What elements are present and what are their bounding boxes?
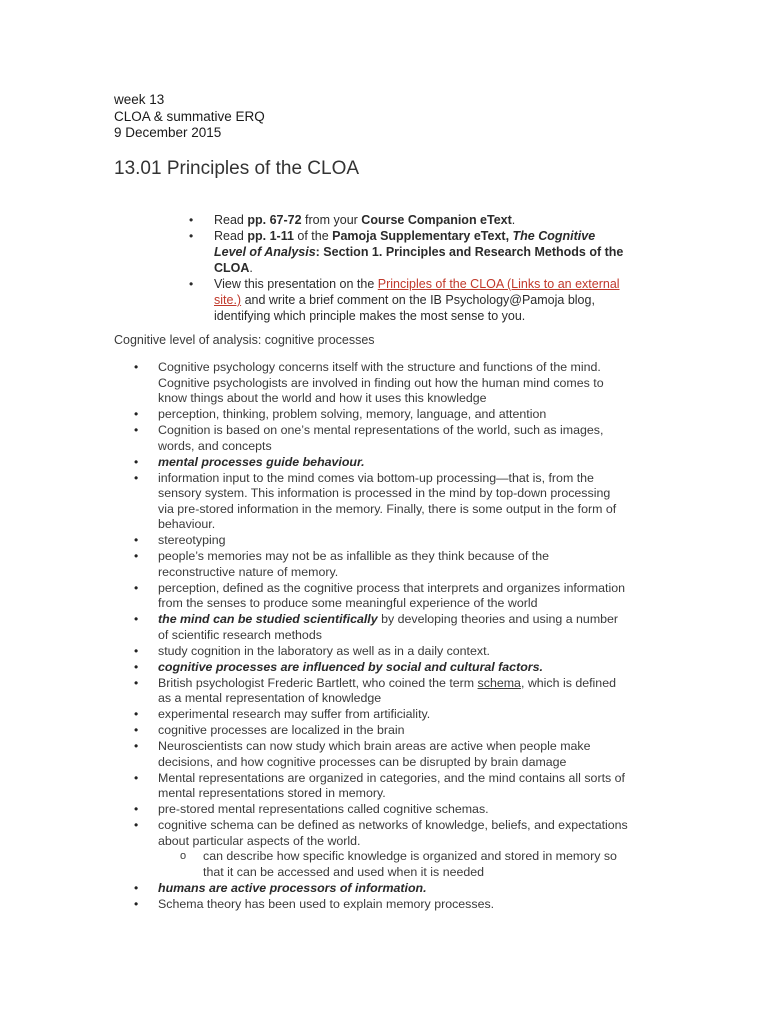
note-item [134,818,629,880]
bullet-icon: • [134,407,139,421]
source-title: Course Companion eText [361,213,512,227]
topic-label: CLOA & summative ERQ [114,108,265,124]
text: View this presentation on the [214,277,378,291]
note-text: Cognitive psychology concerns itself with the structure and functions of the mind. Cognitive psychologists are involved in finding out how the human mind comes to know things about the world and how it uses this knowledge [158,360,604,405]
source-title: Pamoja Supplementary eText, [332,229,513,243]
note-item [134,881,629,897]
bullet-icon: • [134,423,139,437]
note-item [134,897,629,913]
bullet-icon: • [134,707,139,721]
presentation-link[interactable]: Principles of the CLOA (Links to an external site.) [214,277,620,307]
note-text: stereotyping [158,533,226,547]
section-title: 13.01 Principles of the CLOA [114,158,360,179]
note-item [134,360,629,407]
note-text: perception, defined as the cognitive process that interprets and organizes information from the senses to produce some meaningful experience of the world [158,580,625,610]
bullet-icon: • [134,739,139,753]
reading-assignment-list [189,212,629,324]
note-item [134,407,629,423]
text: Read [214,213,248,227]
note-text: Mental representations are organized in categories, and the mind contains all sorts of mental representations stored in memory. [158,770,625,800]
principle-text: humans are active processors of information. [158,880,427,895]
note-text: pre-stored mental representations called cognitive schemas. [158,802,489,816]
text: . [511,213,516,227]
bullet-icon: • [134,643,139,658]
note-text: cognitive processes are localized in the brain [158,723,405,737]
note-text: study cognition in the laboratory as well as in a daily context. [158,643,490,658]
bullet-icon: • [134,580,139,595]
principle-text: mental processes guide behaviour. [158,454,365,469]
note-text: by developing theories and using a number of scientific research methods [158,612,619,642]
page-range: pp. 1-11 [247,229,294,243]
note-item [134,739,629,770]
bullet-icon: • [134,470,139,485]
bullet-icon: • [134,802,139,816]
bullet-icon: • [189,213,194,227]
note-text: perception, thinking, problem solving, memory, language, and attention [158,407,547,421]
book-title: The Cognitive Level of Analysis [214,229,596,259]
sub-list [158,849,629,880]
note-item [134,644,629,660]
sub-note-item [158,849,629,880]
date-label: 9 December 2015 [114,125,222,140]
text: from your [301,213,362,227]
circle-bullet-icon: o [180,850,187,862]
note-text: experimental research may suffer from artificiality. [158,707,431,721]
note-text: British psychologist Frederic Bartlett, who coined the term [158,675,478,690]
note-text: , which is defined as a mental representation of knowledge [158,675,616,705]
bullet-icon: • [134,549,139,563]
document-header [114,92,265,142]
note-text: cognitive schema can be defined as networks of knowledge, beliefs, and expectations about particular aspects of the world. [158,818,628,848]
note-item [134,707,629,723]
page-range: pp. 67-72 [247,213,302,227]
reading-item [189,228,629,276]
note-text: can describe how specific knowledge is organized and stored in memory so that it can be accessed and used when it is needed [203,849,617,879]
bullet-icon: • [134,612,139,626]
bullet-icon: • [189,229,194,243]
note-text: people’s memories may not be as infallible as they think because of the reconstructive nature of memory. [158,549,549,579]
bullet-icon: • [134,818,139,832]
bullet-icon: • [134,880,139,895]
note-text: Neuroscientists can now study which brain areas are active when people make decisions, and how cognitive processes can be disrupted by brain damage [158,739,591,769]
note-text: Schema theory has been used to explain memory processes. [158,896,495,911]
text: Read [214,229,248,243]
note-text: Cognition is based on one’s mental representations of the world, such as images, words, and concepts [158,423,604,453]
note-item [134,471,629,533]
note-item [134,455,629,471]
text: and write a brief comment on the IB Psychology@Pamoja blog, identifying which principle makes the most sense to you. [214,293,595,323]
section-name: : Section 1. Principles and Research Methods of the CLOA [214,245,624,275]
text: of the [293,229,333,243]
week-label: week 13 [114,92,165,107]
bullet-icon: • [134,659,139,674]
note-item [134,612,629,643]
note-item [134,802,629,818]
note-item [134,423,629,454]
notes-heading: Cognitive level of analysis: cognitive processes [114,333,375,347]
note-item [134,771,629,802]
principle-text: the mind can be studied scientifically [158,612,378,626]
bullet-icon: • [134,675,139,690]
bullet-icon: • [189,277,194,291]
note-item [134,549,629,580]
bullet-icon: • [134,360,139,374]
reading-item [189,276,629,324]
note-text: information input to the mind comes via bottom-up processing—that is, from the sensory system. This information is processed in the mind by top-down processing via pre-stored information in the memory. Finally, there is some output in the form of behaviour. [158,470,617,531]
note-item [134,676,629,707]
bullet-icon: • [134,723,139,737]
note-item [134,660,629,676]
reading-item [189,212,629,228]
bullet-icon: • [134,896,139,911]
schema-term: schema [477,675,521,690]
bullet-icon: • [134,533,139,547]
text: . [249,261,253,275]
bullet-icon: • [134,770,139,785]
note-item [134,581,629,612]
note-item [134,723,629,739]
bullet-icon: • [134,454,139,469]
principle-text: cognitive processes are influenced by social and cultural factors. [158,659,543,674]
note-item [134,533,629,549]
notes-list [134,360,629,913]
